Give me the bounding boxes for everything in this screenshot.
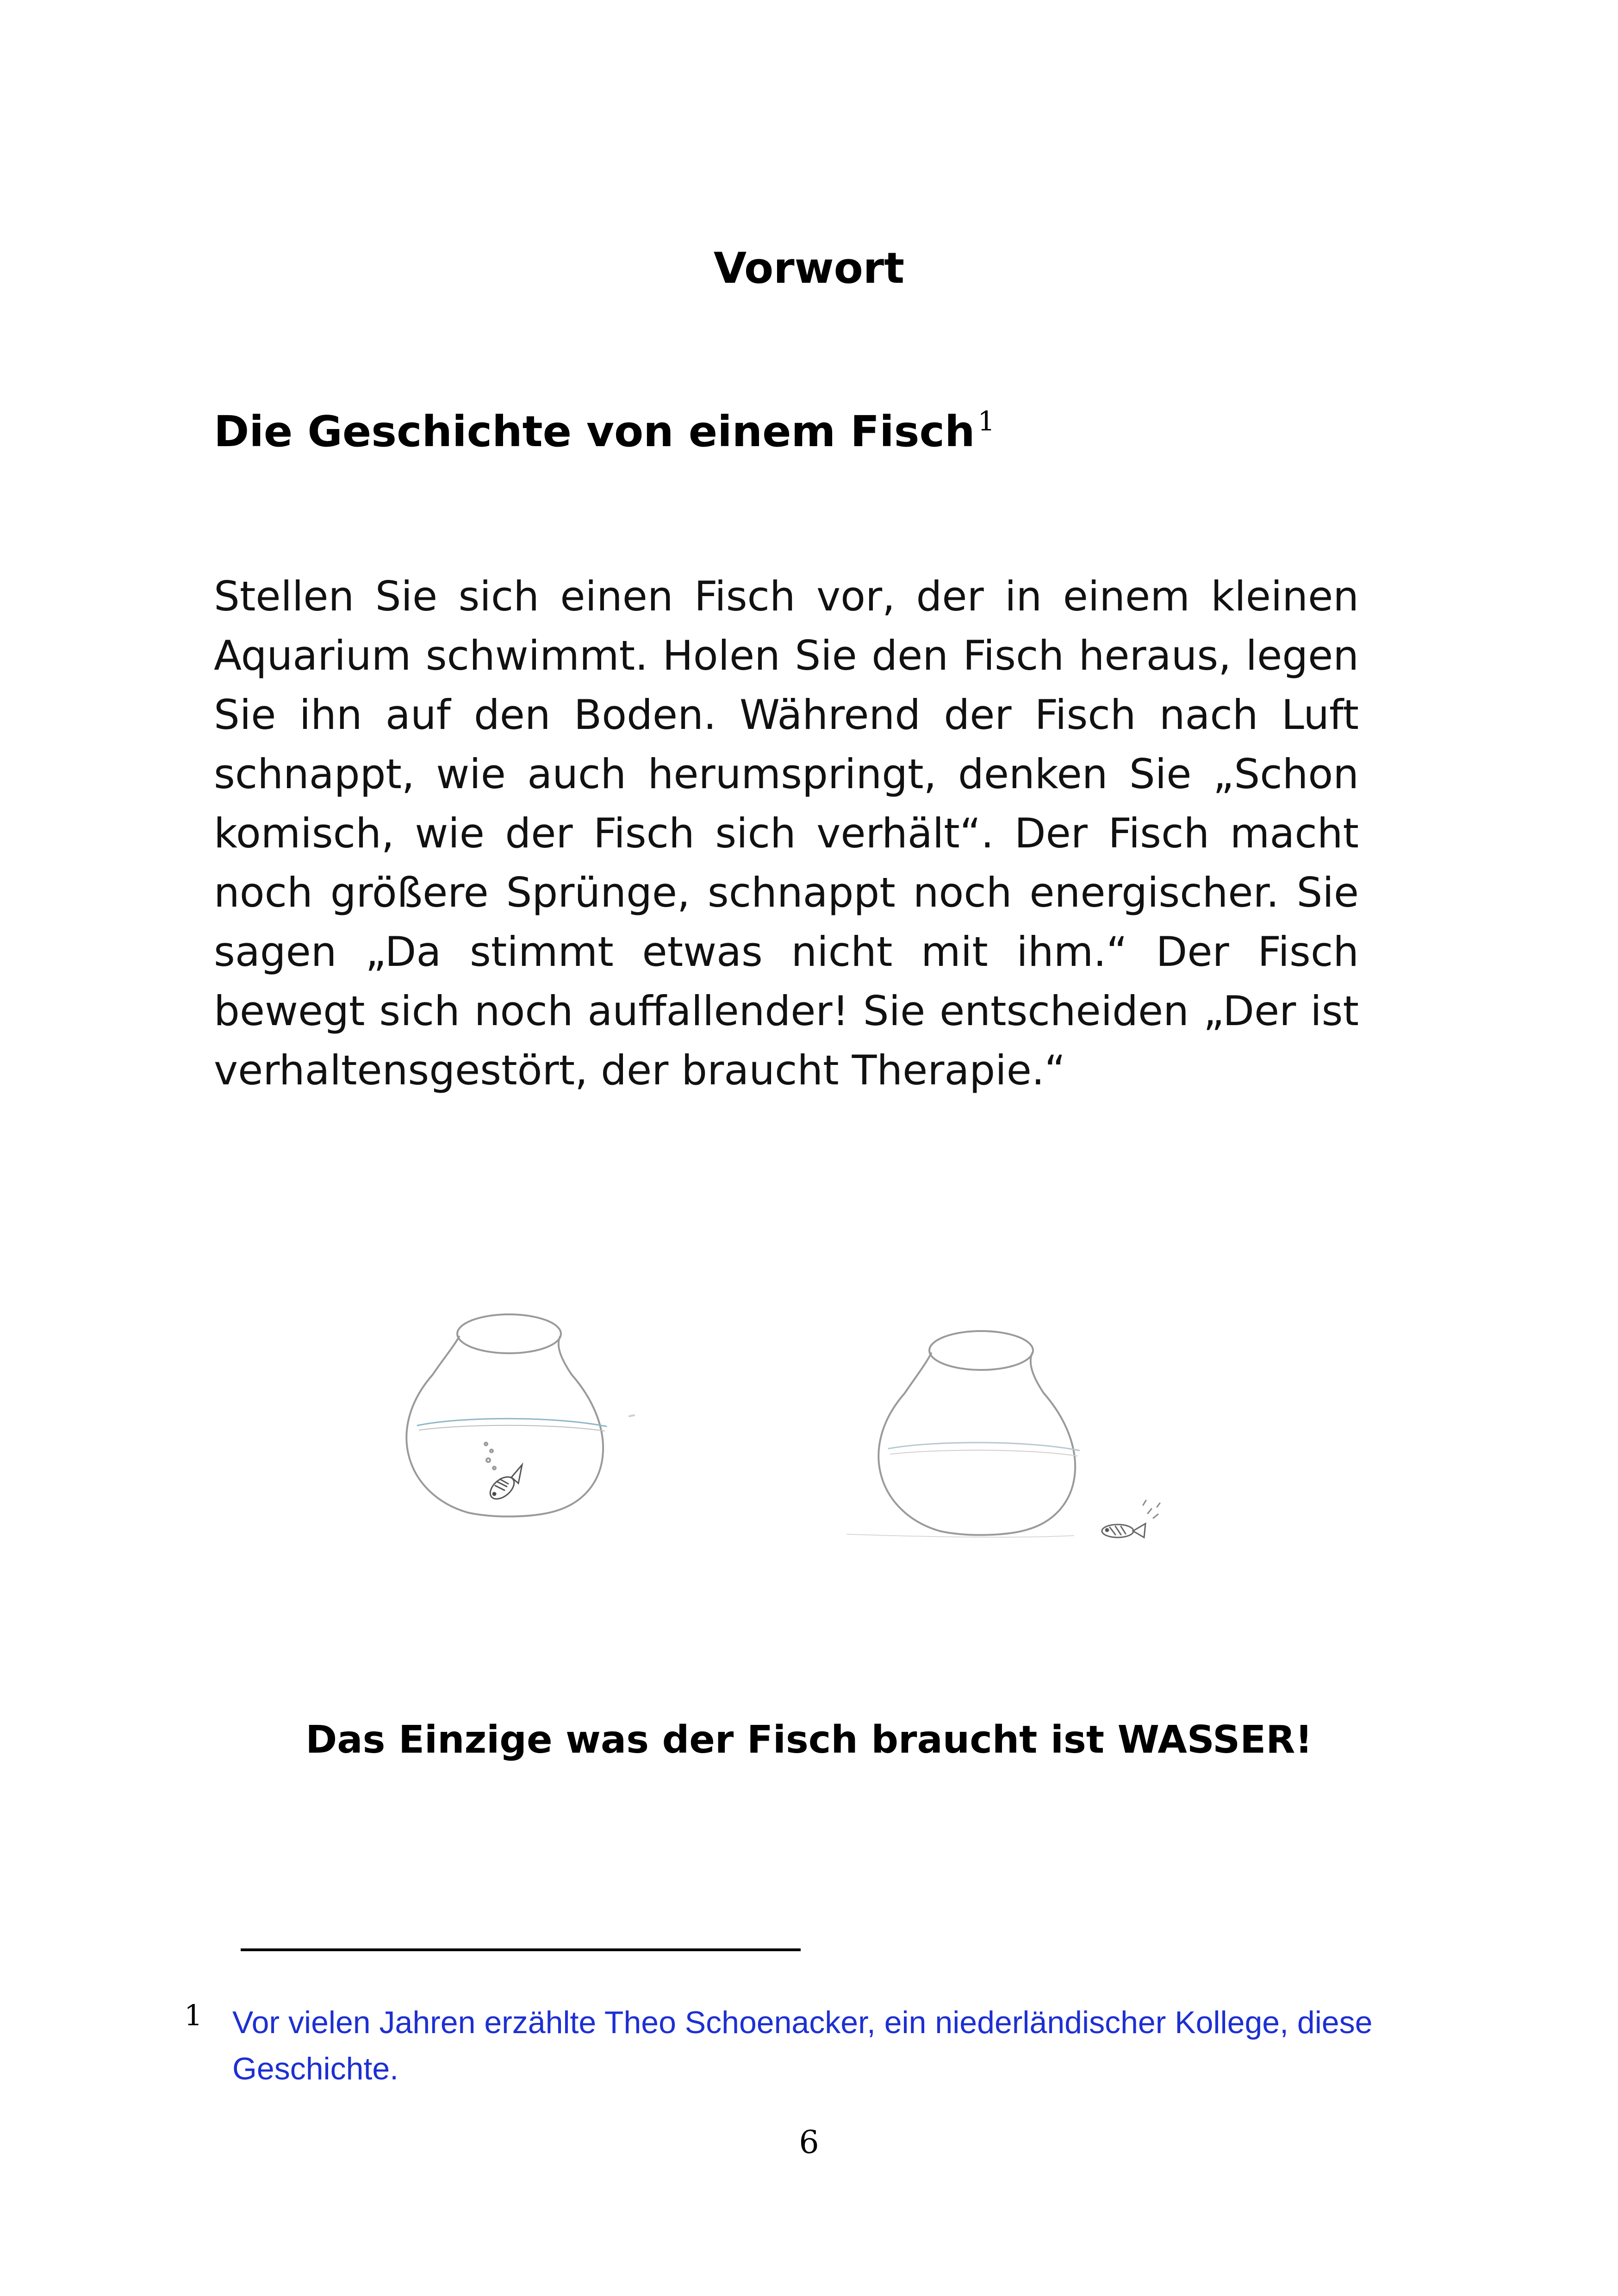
fishbowl-with-fish-icon (406, 1314, 634, 1517)
footnote-separator (241, 1948, 801, 1951)
fish-on-floor-icon (1102, 1500, 1160, 1537)
footnote-text: Vor vielen Jahren erzählte Theo Schoenacker, ein niederländischer Kollege, diese Geschichte. (232, 2005, 1373, 2086)
conclusion-statement: Das Einzige was der Fisch braucht ist WASSER! (305, 1718, 1313, 1762)
fishbowl-illustration (315, 1277, 1240, 1564)
section-title (214, 402, 995, 467)
section-title-text: Die Geschichte von einem Fisch (214, 407, 975, 456)
chapter-title: Vorwort (713, 243, 905, 293)
story-paragraph: Stellen Sie sich einen Fisch vor, der in einem kleinen Aquarium schwimmt. Holen Sie den Fisch heraus, legen Sie ihn auf den Boden. Während der Fisch nach Luft schnappt, wie auch herumspringt, denken Sie „Schon komisch, wie der Fisch sich verhält“. Der Fisch macht noch größere Sprünge, schnappt noch energischer. Sie sagen „Da stimmt etwas nicht mit ihm.“ Der Fisch bewegt sich noch auffallender! Sie entscheiden „Der ist verhaltensgestört, der braucht Therapie.“ (214, 572, 1359, 1094)
empty-fishbowl-icon (847, 1331, 1079, 1537)
fish-in-bowl-icon (486, 1465, 522, 1503)
footnote-reference[interactable]: 1 (977, 405, 995, 437)
footnote-marker: 1 (184, 1998, 203, 2032)
page-number: 6 (799, 2124, 819, 2161)
